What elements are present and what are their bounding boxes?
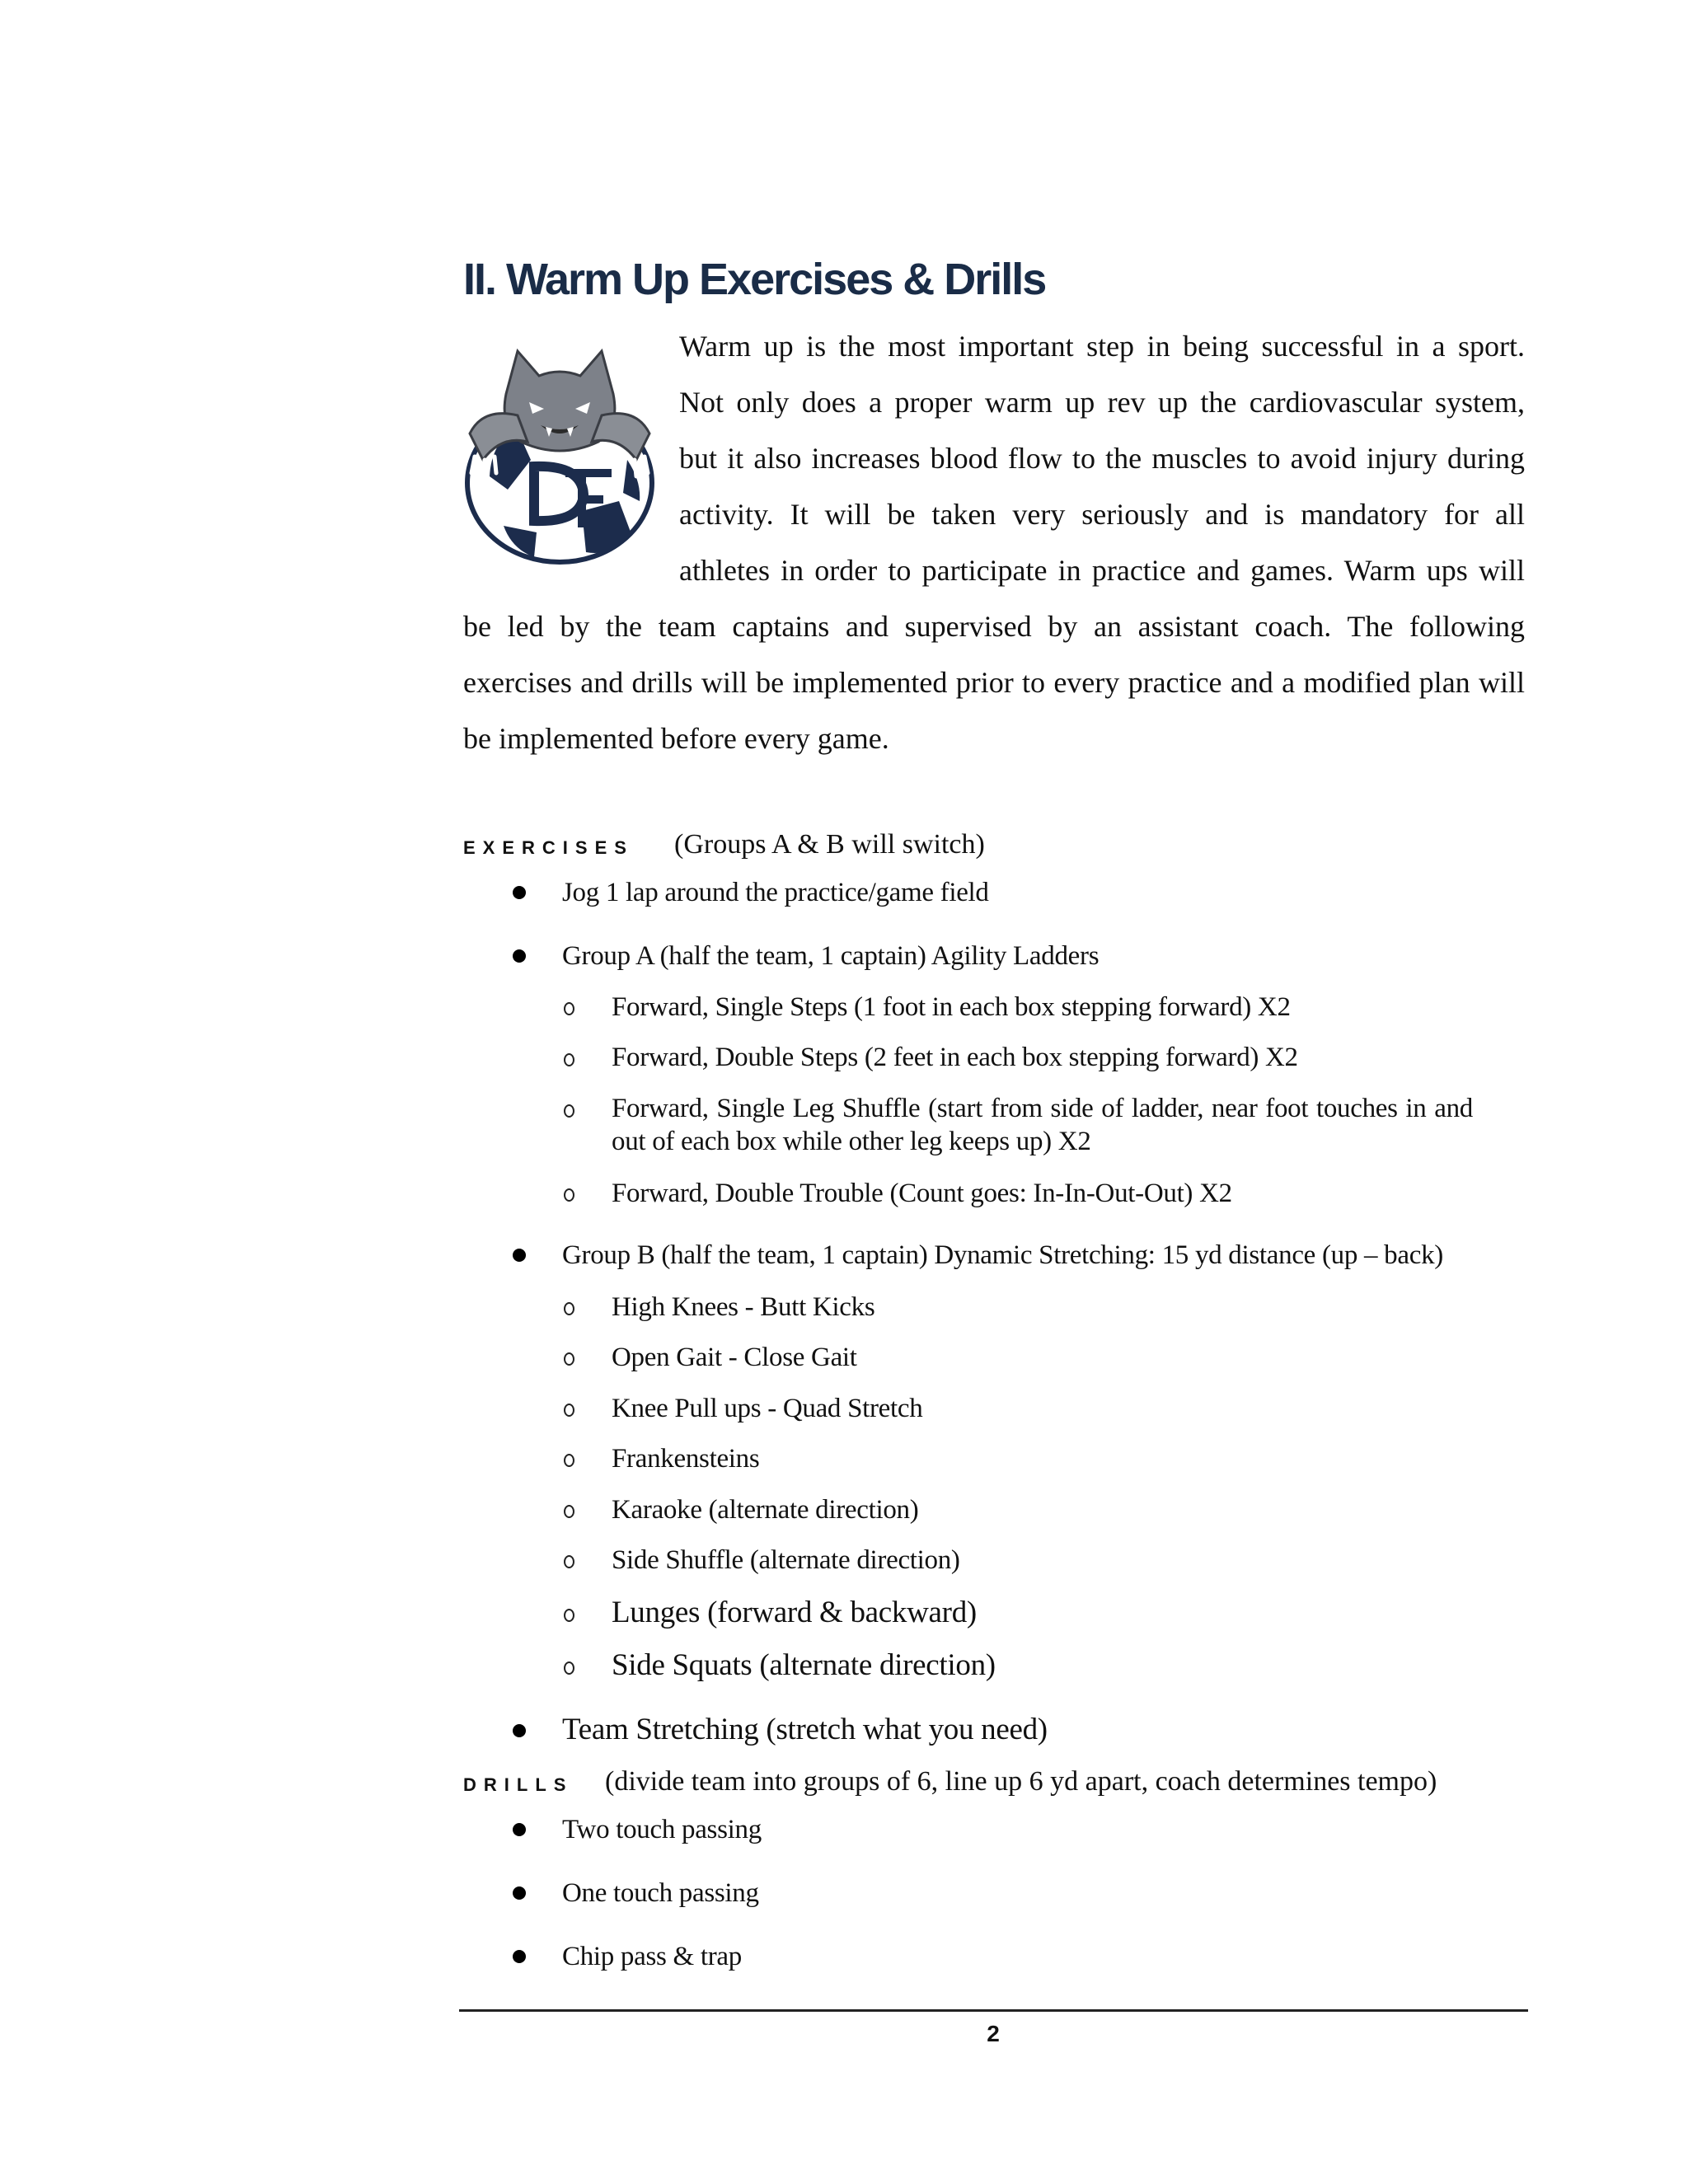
exercise-subitem: Forward, Double Steps (2 feet in each box stepping forward) X2 — [612, 1043, 1298, 1072]
drills-note: (divide team into groups of 6, line up 6 yd apart, coach determines tempo) — [605, 1766, 1437, 1797]
sub-bullet-icon — [564, 1404, 574, 1417]
bullet-icon — [513, 1724, 526, 1737]
sub-bullet-icon — [564, 1555, 574, 1568]
exercise-subitem: Frankensteins — [612, 1444, 760, 1474]
sub-bullet-icon — [564, 1454, 574, 1467]
exercise-subitem: High Knees - Butt Kicks — [612, 1292, 875, 1322]
intro-text-line: be implemented before every game. — [463, 722, 889, 755]
intro-text-line: activity. It will be taken very seriously and is mandatory for all — [679, 498, 1525, 531]
drill-item: One touch passing — [562, 1878, 759, 1908]
page-number: 2 — [987, 2021, 1000, 2046]
wildcat-logo-icon — [458, 336, 661, 569]
exercise-subitem: Side Squats (alternate direction) — [612, 1648, 996, 1682]
sub-bullet-icon — [564, 1053, 574, 1066]
drill-item: Two touch passing — [562, 1815, 762, 1844]
intro-text-line: but it also increases blood flow to the muscles to avoid injury during — [679, 442, 1525, 475]
sub-bullet-icon — [564, 1661, 574, 1675]
intro-text-line: Warm up is the most important step in being successful in a sport. — [679, 330, 1525, 363]
intro-text-line: exercises and drills will be implemented prior to every practice and a modified plan will — [463, 666, 1525, 699]
exercise-subitem: Karaoke (alternate direction) — [612, 1495, 919, 1525]
sub-bullet-icon — [564, 1188, 574, 1202]
exercise-subitem: Open Gait - Close Gait — [612, 1343, 857, 1372]
section-heading: II. Warm Up Exercises & Drills — [463, 255, 1046, 304]
drill-item: Chip pass & trap — [562, 1942, 742, 1971]
bullet-icon — [513, 1886, 526, 1900]
drills-label: DRILLS — [463, 1774, 574, 1795]
intro-text-line: athletes in order to participate in practice and games. Warm ups will — [679, 554, 1525, 587]
exercise-item: Team Stretching (stretch what you need) — [562, 1713, 1048, 1746]
bullet-icon — [513, 886, 526, 899]
intro-text-line: Not only does a proper warm up rev up the cardiovascular system, — [679, 386, 1525, 419]
exercise-subitem: Forward, Double Trouble (Count goes: In-In-Out-Out) X2 — [612, 1179, 1232, 1208]
exercise-item: Jog 1 lap around the practice/game field — [562, 878, 989, 907]
exercise-item: Group B (half the team, 1 captain) Dynamic Stretching: 15 yd distance (up – back) — [562, 1240, 1443, 1270]
exercises-label: EXERCISES — [463, 837, 634, 858]
exercise-item: Group A (half the team, 1 captain) Agility Ladders — [562, 941, 1100, 971]
exercise-subitem: Knee Pull ups - Quad Stretch — [612, 1394, 923, 1423]
exercise-subitem: Forward, Single Leg Shuffle (start from side of ladder, near foot touches in and out of each box while other leg keeps up) X2 — [612, 1094, 1473, 1156]
sub-bullet-icon — [564, 1104, 574, 1118]
exercise-subitem: Lunges (forward & backward) — [612, 1596, 977, 1629]
exercise-subitem: Forward, Single Steps (1 foot in each box stepping forward) X2 — [612, 992, 1291, 1022]
exercises-note: (Groups A & B will switch) — [674, 829, 985, 860]
bullet-icon — [513, 1249, 526, 1262]
sub-bullet-icon — [564, 1352, 574, 1366]
exercise-subitem: Side Shuffle (alternate direction) — [612, 1545, 960, 1575]
sub-bullet-icon — [564, 1609, 574, 1622]
sub-bullet-icon — [564, 1302, 574, 1315]
sub-bullet-icon — [564, 1002, 574, 1015]
intro-text-line: be led by the team captains and supervised by an assistant coach. The following — [463, 610, 1525, 643]
bullet-icon — [513, 1823, 526, 1836]
bullet-icon — [513, 949, 526, 963]
footer-rule — [459, 2009, 1528, 2012]
sub-bullet-icon — [564, 1505, 574, 1518]
bullet-icon — [513, 1950, 526, 1963]
